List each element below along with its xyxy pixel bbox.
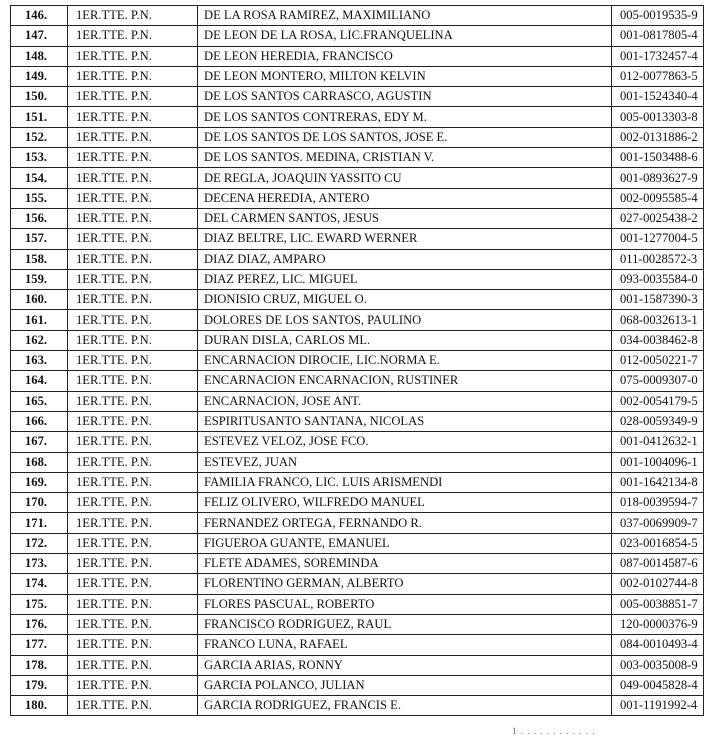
table-row: [11, 351, 704, 371]
row-number-cell: 159.: [11, 269, 68, 289]
table-row: [11, 26, 704, 46]
table-row: [11, 411, 704, 431]
id-number-cell: 012-0077863-5: [612, 66, 704, 86]
rank-cell: 1ER.TTE. P.N.: [68, 493, 198, 513]
table-row: [11, 249, 704, 269]
row-number-cell: 173.: [11, 554, 68, 574]
id-number-cell: 027-0025438-2: [612, 208, 704, 228]
name-cell: ENCARNACION DIROCIE, LIC.NORMA E.: [198, 351, 612, 371]
table-row: [11, 330, 704, 350]
name-cell: GARCIA POLANCO, JULIAN: [198, 675, 612, 695]
row-number-cell: 152.: [11, 127, 68, 147]
personnel-table: [10, 5, 704, 716]
table-row: [11, 493, 704, 513]
name-cell: DE LEON MONTERO, MILTON KELVIN: [198, 66, 612, 86]
table-row: [11, 452, 704, 472]
table-row: [11, 391, 704, 411]
id-number-cell: 001-0412632-1: [612, 432, 704, 452]
name-cell: FLETE ADAMES, SOREMINDA: [198, 554, 612, 574]
id-number-cell: 012-0050221-7: [612, 351, 704, 371]
row-number-cell: 161.: [11, 310, 68, 330]
row-number-cell: 168.: [11, 452, 68, 472]
rank-cell: 1ER.TTE. P.N.: [68, 614, 198, 634]
row-number-cell: 158.: [11, 249, 68, 269]
footer-note: 1 . . . . . . . . . . . .: [512, 726, 596, 736]
row-number-cell: 153.: [11, 148, 68, 168]
id-number-cell: 005-0019535-9: [612, 6, 704, 26]
table-row: [11, 6, 704, 26]
name-cell: FRANCISCO RODRIGUEZ, RAUL: [198, 614, 612, 634]
rank-cell: 1ER.TTE. P.N.: [68, 432, 198, 452]
row-number-cell: 176.: [11, 614, 68, 634]
name-cell: DE LEON DE LA ROSA, LIC.FRANQUELINA: [198, 26, 612, 46]
id-number-cell: 120-0000376-9: [612, 614, 704, 634]
row-number-cell: 154.: [11, 168, 68, 188]
row-number-cell: 166.: [11, 411, 68, 431]
name-cell: DE LOS SANTOS CARRASCO, AGUSTIN: [198, 87, 612, 107]
rank-cell: 1ER.TTE. P.N.: [68, 472, 198, 492]
row-number-cell: 169.: [11, 472, 68, 492]
row-number-cell: 178.: [11, 655, 68, 675]
rank-cell: 1ER.TTE. P.N.: [68, 127, 198, 147]
rank-cell: 1ER.TTE. P.N.: [68, 675, 198, 695]
rank-cell: 1ER.TTE. P.N.: [68, 229, 198, 249]
row-number-cell: 171.: [11, 513, 68, 533]
row-number-cell: 179.: [11, 675, 68, 695]
name-cell: FELIZ OLIVERO, WILFREDO MANUEL: [198, 493, 612, 513]
name-cell: FERNANDEZ ORTEGA, FERNANDO R.: [198, 513, 612, 533]
id-number-cell: 001-1004096-1: [612, 452, 704, 472]
row-number-cell: 170.: [11, 493, 68, 513]
id-number-cell: 001-1732457-4: [612, 46, 704, 66]
table-row: [11, 127, 704, 147]
table-row: [11, 533, 704, 553]
name-cell: FRANCO LUNA, RAFAEL: [198, 635, 612, 655]
id-number-cell: 028-0059349-9: [612, 411, 704, 431]
id-number-cell: 001-1191992-4: [612, 696, 704, 716]
roster-sheet: [10, 5, 703, 716]
rank-cell: 1ER.TTE. P.N.: [68, 574, 198, 594]
rank-cell: 1ER.TTE. P.N.: [68, 351, 198, 371]
rank-cell: 1ER.TTE. P.N.: [68, 513, 198, 533]
row-number-cell: 175.: [11, 594, 68, 614]
table-row: [11, 46, 704, 66]
table-row: [11, 655, 704, 675]
rank-cell: 1ER.TTE. P.N.: [68, 290, 198, 310]
name-cell: DEL CARMEN SANTOS, JESUS: [198, 208, 612, 228]
id-number-cell: 001-1587390-3: [612, 290, 704, 310]
name-cell: DECENA HEREDIA, ANTERO: [198, 188, 612, 208]
rank-cell: 1ER.TTE. P.N.: [68, 249, 198, 269]
table-row: [11, 188, 704, 208]
rank-cell: 1ER.TTE. P.N.: [68, 168, 198, 188]
rank-cell: 1ER.TTE. P.N.: [68, 635, 198, 655]
row-number-cell: 167.: [11, 432, 68, 452]
row-number-cell: 149.: [11, 66, 68, 86]
rank-cell: 1ER.TTE. P.N.: [68, 330, 198, 350]
name-cell: DIONISIO CRUZ, MIGUEL O.: [198, 290, 612, 310]
rank-cell: 1ER.TTE. P.N.: [68, 696, 198, 716]
table-row: [11, 107, 704, 127]
name-cell: ESTEVEZ, JUAN: [198, 452, 612, 472]
table-row: [11, 432, 704, 452]
table-row: [11, 472, 704, 492]
name-cell: DIAZ PEREZ, LIC. MIGUEL: [198, 269, 612, 289]
rank-cell: 1ER.TTE. P.N.: [68, 148, 198, 168]
row-number-cell: 156.: [11, 208, 68, 228]
id-number-cell: 023-0016854-5: [612, 533, 704, 553]
table-row: [11, 614, 704, 634]
row-number-cell: 164.: [11, 371, 68, 391]
id-number-cell: 002-0054179-5: [612, 391, 704, 411]
table-row: [11, 66, 704, 86]
name-cell: FIGUEROA GUANTE, EMANUEL: [198, 533, 612, 553]
table-row: [11, 594, 704, 614]
id-number-cell: 034-0038462-8: [612, 330, 704, 350]
name-cell: DE LOS SANTOS DE LOS SANTOS, JOSE E.: [198, 127, 612, 147]
table-row: [11, 574, 704, 594]
rank-cell: 1ER.TTE. P.N.: [68, 533, 198, 553]
id-number-cell: 001-1524340-4: [612, 87, 704, 107]
name-cell: DURAN DISLA, CARLOS ML.: [198, 330, 612, 350]
rank-cell: 1ER.TTE. P.N.: [68, 6, 198, 26]
name-cell: FLORES PASCUAL, ROBERTO: [198, 594, 612, 614]
name-cell: GARCIA ARIAS, RONNY: [198, 655, 612, 675]
rank-cell: 1ER.TTE. P.N.: [68, 594, 198, 614]
table-row: [11, 269, 704, 289]
table-row: [11, 310, 704, 330]
id-number-cell: 075-0009307-0: [612, 371, 704, 391]
id-number-cell: 068-0032613-1: [612, 310, 704, 330]
name-cell: ESTEVEZ VELOZ, JOSE FCO.: [198, 432, 612, 452]
rank-cell: 1ER.TTE. P.N.: [68, 554, 198, 574]
name-cell: DE LA ROSA RAMIREZ, MAXIMILIANO: [198, 6, 612, 26]
id-number-cell: 049-0045828-4: [612, 675, 704, 695]
table-row: [11, 675, 704, 695]
personnel-table-body: [11, 6, 704, 716]
rank-cell: 1ER.TTE. P.N.: [68, 310, 198, 330]
name-cell: FLORENTINO GERMAN, ALBERTO: [198, 574, 612, 594]
row-number-cell: 148.: [11, 46, 68, 66]
name-cell: DIAZ BELTRE, LIC. EWARD WERNER: [198, 229, 612, 249]
rank-cell: 1ER.TTE. P.N.: [68, 26, 198, 46]
row-number-cell: 150.: [11, 87, 68, 107]
row-number-cell: 165.: [11, 391, 68, 411]
name-cell: DIAZ DIAZ, AMPARO: [198, 249, 612, 269]
id-number-cell: 087-0014587-6: [612, 554, 704, 574]
name-cell: ENCARNACION, JOSE ANT.: [198, 391, 612, 411]
table-row: [11, 208, 704, 228]
rank-cell: 1ER.TTE. P.N.: [68, 655, 198, 675]
name-cell: ENCARNACION ENCARNACION, RUSTINER: [198, 371, 612, 391]
row-number-cell: 162.: [11, 330, 68, 350]
id-number-cell: 005-0013303-8: [612, 107, 704, 127]
name-cell: DE LOS SANTOS CONTRERAS, EDY M.: [198, 107, 612, 127]
id-number-cell: 002-0131886-2: [612, 127, 704, 147]
table-row: [11, 513, 704, 533]
name-cell: GARCIA RODRIGUEZ, FRANCIS E.: [198, 696, 612, 716]
id-number-cell: 001-1503488-6: [612, 148, 704, 168]
table-row: [11, 696, 704, 716]
rank-cell: 1ER.TTE. P.N.: [68, 46, 198, 66]
id-number-cell: 084-0010493-4: [612, 635, 704, 655]
table-row: [11, 371, 704, 391]
id-number-cell: 093-0035584-0: [612, 269, 704, 289]
table-row: [11, 168, 704, 188]
id-number-cell: 001-1642134-8: [612, 472, 704, 492]
rank-cell: 1ER.TTE. P.N.: [68, 66, 198, 86]
id-number-cell: 005-0038851-7: [612, 594, 704, 614]
row-number-cell: 160.: [11, 290, 68, 310]
id-number-cell: 001-1277004-5: [612, 229, 704, 249]
name-cell: ESPIRITUSANTO SANTANA, NICOLAS: [198, 411, 612, 431]
table-row: [11, 229, 704, 249]
rank-cell: 1ER.TTE. P.N.: [68, 391, 198, 411]
id-number-cell: 037-0069909-7: [612, 513, 704, 533]
row-number-cell: 174.: [11, 574, 68, 594]
row-number-cell: 155.: [11, 188, 68, 208]
table-row: [11, 290, 704, 310]
id-number-cell: 001-0817805-4: [612, 26, 704, 46]
id-number-cell: 002-0102744-8: [612, 574, 704, 594]
rank-cell: 1ER.TTE. P.N.: [68, 269, 198, 289]
id-number-cell: 003-0035008-9: [612, 655, 704, 675]
name-cell: DE LEON HEREDIA, FRANCISCO: [198, 46, 612, 66]
rank-cell: 1ER.TTE. P.N.: [68, 411, 198, 431]
rank-cell: 1ER.TTE. P.N.: [68, 208, 198, 228]
row-number-cell: 180.: [11, 696, 68, 716]
rank-cell: 1ER.TTE. P.N.: [68, 87, 198, 107]
id-number-cell: 018-0039594-7: [612, 493, 704, 513]
row-number-cell: 147.: [11, 26, 68, 46]
table-row: [11, 148, 704, 168]
row-number-cell: 151.: [11, 107, 68, 127]
row-number-cell: 163.: [11, 351, 68, 371]
table-row: [11, 554, 704, 574]
row-number-cell: 146.: [11, 6, 68, 26]
name-cell: DOLORES DE LOS SANTOS, PAULINO: [198, 310, 612, 330]
rank-cell: 1ER.TTE. P.N.: [68, 371, 198, 391]
rank-cell: 1ER.TTE. P.N.: [68, 188, 198, 208]
id-number-cell: 002-0095585-4: [612, 188, 704, 208]
name-cell: DE REGLA, JOAQUIN YASSITO CU: [198, 168, 612, 188]
id-number-cell: 011-0028572-3: [612, 249, 704, 269]
rank-cell: 1ER.TTE. P.N.: [68, 452, 198, 472]
row-number-cell: 157.: [11, 229, 68, 249]
id-number-cell: 001-0893627-9: [612, 168, 704, 188]
rank-cell: 1ER.TTE. P.N.: [68, 107, 198, 127]
name-cell: DE LOS SANTOS. MEDINA, CRISTIAN V.: [198, 148, 612, 168]
table-row: [11, 635, 704, 655]
table-row: [11, 87, 704, 107]
row-number-cell: 177.: [11, 635, 68, 655]
name-cell: FAMILIA FRANCO, LIC. LUIS ARISMENDI: [198, 472, 612, 492]
row-number-cell: 172.: [11, 533, 68, 553]
